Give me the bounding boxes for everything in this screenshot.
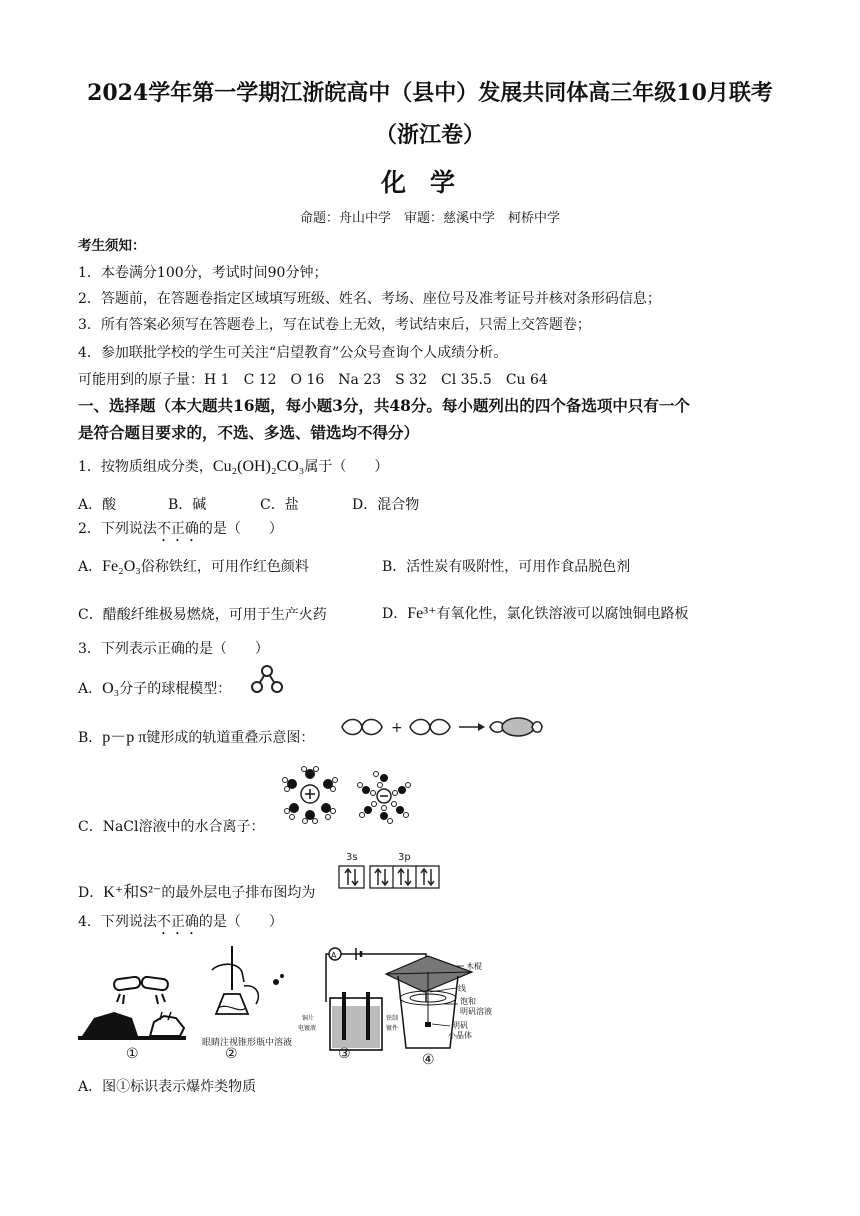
- authors-line: 命题：舟山中学 审题：慈溪中学 柯桥中学: [299, 211, 560, 226]
- q3-option-a-formula: O₃: [102, 680, 120, 697]
- q2-stem-b: 的是（ ）: [198, 521, 283, 537]
- wooden-stick-label: 木棍: [466, 962, 482, 971]
- q1-option-b: B．碱: [168, 497, 207, 513]
- q2-option-a-label: A．: [78, 559, 103, 575]
- q2-option-a-text: 俗称铁红，可用作红色颜料: [140, 559, 309, 575]
- hydrated-cation: [283, 767, 338, 824]
- section1-heading-line2: 是符合题目要求的，不选、多选、错选均不得分）: [78, 423, 420, 442]
- q3-option-b: [78, 724, 314, 747]
- q1-stem-suffix: 属于（ ）: [304, 459, 389, 475]
- thread-label: 线: [458, 984, 466, 993]
- figure-1-label: ①: [126, 1046, 139, 1062]
- figure-1-corrosive-sign: [78, 976, 186, 1062]
- notice-item-2: 2．答题前，在答题卷指定区域填写班级、姓名、考场、座位号及准考证号并核对条形码信息；: [78, 291, 661, 307]
- hydrated-anion: [358, 772, 411, 824]
- ammeter-label: A: [331, 951, 337, 960]
- q1-options: [78, 494, 419, 514]
- q1-formula: Cu₂(OH)₂CO₃: [212, 458, 305, 475]
- q2-option-a-formula: Fe₂O₃: [102, 558, 141, 575]
- plating-solution-label: 电镀液: [298, 1025, 317, 1032]
- q3-option-b-text: 键形成的轨道重叠示意图：: [146, 730, 315, 746]
- q4-stem-negation: 不正确: [156, 914, 199, 930]
- q3-option-a-label: A．: [78, 681, 103, 697]
- q2-stem-a: 2．下列说法: [78, 521, 157, 537]
- iron-part-label: 铁制: [386, 1015, 399, 1022]
- subject-title: 化学: [380, 168, 479, 197]
- q3-option-c: C．NaCl溶液中的水合离子：: [78, 819, 265, 835]
- q4-stem-b: 的是（ ）: [198, 914, 283, 930]
- q3-option-b-formula: p－p π: [102, 729, 147, 746]
- q3-stem: 3．下列表示正确的是（ ）: [78, 641, 269, 657]
- q4-option-a: A．图①标识表示爆炸类物质: [78, 1079, 257, 1095]
- q4-stem: [78, 911, 283, 938]
- q1-option-c: C．盐: [260, 497, 299, 513]
- alum-solution-label: 明矾溶液: [460, 1007, 492, 1016]
- figure-4-label: ④: [422, 1052, 435, 1068]
- q3-option-d-text: 的最外层电子排布图均为: [161, 885, 316, 901]
- exam-title-line1: 2024学年第一学期江浙皖高中（县中）发展共同体高三年级10月联考: [87, 80, 773, 106]
- figure-4-crystal-growth: [384, 952, 504, 1068]
- notice-heading: 考生须知：: [78, 238, 146, 254]
- figure-2-caption: 眼睛注视锥形瓶中溶液: [202, 1038, 293, 1048]
- q1-option-a: A．酸: [78, 497, 117, 513]
- figure-3-label: ③: [338, 1046, 351, 1062]
- section1-heading-line1: 一、选择题（本大题共16题，每小题3分，共48分。每小题列出的四个备选项中只有一个: [78, 396, 690, 415]
- q3-option-a-text: 分子的球棍模型：: [119, 681, 232, 697]
- q2-option-c: C．醋酸纤维极易燃烧，可用于生产火药: [78, 607, 327, 623]
- q1-stem: [78, 456, 388, 476]
- orbital-3p-label: 3p: [398, 852, 411, 863]
- q2-option-d: [382, 603, 688, 623]
- q1-option-d: D．混合物: [352, 497, 420, 513]
- q2-option-b: B．活性炭有吸附性，可用作食品脱色剂: [382, 559, 631, 575]
- q3-option-d-label: D．: [78, 885, 104, 901]
- q2-option-a: [78, 556, 309, 576]
- q3-option-d-formula: K⁺和S²⁻: [103, 884, 162, 901]
- o3-ball-stick-model: [250, 664, 284, 694]
- q3-option-a: [78, 678, 231, 698]
- q2-stem-negation: 不正确: [156, 521, 199, 537]
- notice-item-1: 1．本卷满分100分，考试时间90分钟；: [78, 265, 328, 281]
- q4-stem-a: 4．下列说法: [78, 914, 157, 930]
- electron-orbital-diagram: [336, 850, 444, 892]
- orbital-3s-label: 3s: [346, 852, 358, 863]
- q3-option-b-label: B．: [78, 730, 103, 746]
- hydrated-ions-diagram: [280, 764, 420, 824]
- q2-option-d-text: 有氧化性，氯化铁溶液可以腐蚀铜电路板: [436, 606, 689, 622]
- plated-item-label: 镀件: [386, 1025, 399, 1032]
- q1-stem-prefix: 1．按物质组成分类，: [78, 459, 213, 475]
- notice-item-3: 3．所有答案必须写在答题卷上，写在试卷上无效，考试结束后，只需上交答题卷；: [78, 317, 591, 333]
- figure-2-titration: [202, 946, 292, 1062]
- q2-option-d-formula: Fe³⁺: [407, 605, 437, 622]
- q2-option-d-label: D．: [382, 606, 408, 622]
- saturated-label: 饱和: [460, 997, 476, 1006]
- atomic-masses: 可能用到的原子量：H 1 C 12 O 16 Na 23 S 32 Cl 35.5 Cu 64: [78, 372, 548, 388]
- figure-2-label: ②: [225, 1046, 238, 1062]
- alum-label: 明矾: [452, 1021, 468, 1030]
- overlap-plus-sign: +: [391, 720, 403, 736]
- orbital-arrows: [345, 869, 434, 885]
- p-p-pi-overlap-diagram: [338, 714, 544, 740]
- q3-option-d: [78, 879, 315, 902]
- notice-item-4: 4．参加联批学校的学生可关注“启望教育”公众号查询个人成绩分析。: [78, 345, 508, 361]
- q2-stem: [78, 518, 283, 545]
- small-crystal-label: 小晶体: [448, 1031, 472, 1040]
- copper-plate-label: 铜片: [302, 1015, 315, 1022]
- exam-title-line2: （浙江卷）: [374, 122, 485, 148]
